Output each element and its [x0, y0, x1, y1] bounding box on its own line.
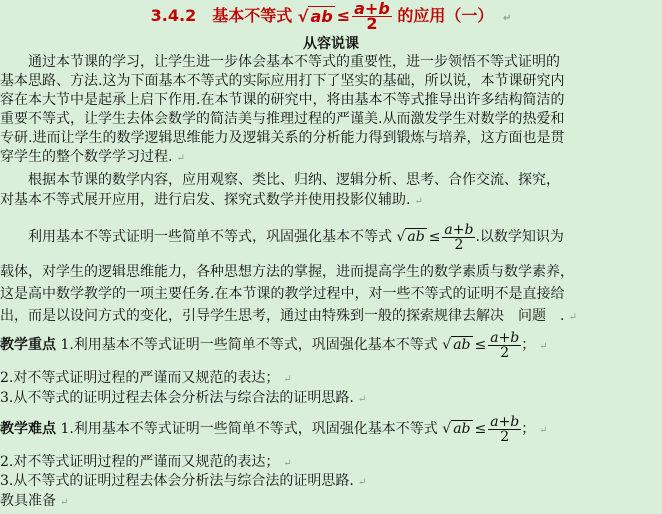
- key-points-item: 2.对不等式证明过程的严谨而又规范的表达； ↵: [0, 370, 292, 386]
- page-title: 3.4.2 基本不等式 √ ab ≤ $\frac{a+b}{2}$ 的应用（一） ↵: [150, 0, 512, 33]
- paragraph1-line: 基本思路、方法.这为下面基本不等式的实际应用打下了坚实的基础，所以说，本节课研究内: [0, 73, 565, 89]
- paragraph3-line: 出，而是以设问方式的变化，引导学生思考，通过由特殊到一般的探索规律去解决 问题 . ↵: [0, 308, 577, 324]
- difficult-points-item: 3.从不等式的证明过程去体会分析法与综合法的证明思路. ↵: [0, 473, 367, 489]
- paragraph3-line: 这是高中数学教学的一项主要任务.在本节课的教学过程中，对一些不等式的证明不是直接给: [0, 286, 565, 302]
- title-fraction: $\frac{a+b}{2}$: [354, 0, 390, 33]
- formula-sqrt: √ ab: [396, 229, 425, 245]
- title-prefix: 3.4.2 基本不等式: [150, 6, 293, 25]
- difficult-points-item: 2.对不等式证明过程的严谨而又规范的表达； ↵: [0, 454, 292, 470]
- teaching-aids-heading: 教具准备 ↵: [0, 493, 69, 509]
- difficult-points-line: 教学难点 1.利用基本不等式证明一些简单不等式，巩固强化基本不等式 √ ab ≤ $\frac{a+b}{2}$ ； ↵: [0, 413, 548, 445]
- paragraph1-line: 容在本大节中是起承上启下作用.在本节课的研究中，将由基本不等式推导出许多结构简洁的: [0, 92, 565, 108]
- paragraph1-line: 重要不等式，让学生去体会数学的简洁美与推理过程的严谨美.从而激发学生对数学的热爱和: [0, 111, 565, 127]
- formula-sqrt: √ ab: [442, 421, 471, 437]
- section-subtitle: 从容说课: [303, 36, 359, 52]
- title-suffix: 的应用（一）: [397, 6, 494, 25]
- key-points-line: 教学重点 1.利用基本不等式证明一些简单不等式，巩固强化基本不等式 √ ab ≤ $\frac{a+b}{2}$ ； ↵: [0, 329, 548, 361]
- paragraph2-line: 根据本节课的数学内容，应用观察、类比、归纳、逻辑分析、思考、合作交流、探究，: [0, 172, 560, 188]
- title-sqrt: √ ab: [297, 6, 333, 26]
- key-points-label: 教学重点: [0, 337, 56, 353]
- formula-fraction: $\frac{a+b}{2}$: [444, 221, 474, 253]
- difficult-points-label: 教学难点: [0, 421, 56, 437]
- formula-fraction: $\frac{a+b}{2}$: [490, 329, 520, 361]
- paragraph1-line: 通过本节课的学习，让学生进一步体会基本不等式的重要性，进一步领悟不等式证明的: [0, 54, 560, 70]
- paragraph1-line: 专研.进而让学生的数学逻辑思维能力及逻辑关系的分析能力得到锻炼与培养，这方面也是贯: [0, 130, 565, 146]
- paragraph-mark-icon: ↵: [502, 13, 512, 24]
- formula-sqrt: √ ab: [442, 337, 471, 353]
- paragraph2-line: 对基本不等式展开应用，进行启发、探究式数学并使用投影仪辅助. ↵: [0, 192, 423, 208]
- key-points-item: 3.从不等式的证明过程去体会分析法与综合法的证明思路. ↵: [0, 390, 367, 406]
- paragraph3-line: 载体，对学生的逻辑思维能力，各种思想方法的掌握，进而提高学生的数学素质与数学素养，: [0, 264, 574, 280]
- paragraph3-lead-line: 利用基本不等式证明一些简单不等式，巩固强化基本不等式 √ ab ≤ $\frac{a+b}{2}$ .以数学知识为: [0, 221, 564, 253]
- formula-fraction: $\frac{a+b}{2}$: [490, 413, 520, 445]
- paragraph1-line: 穿学生的整个数学学习过程. ↵: [0, 149, 185, 165]
